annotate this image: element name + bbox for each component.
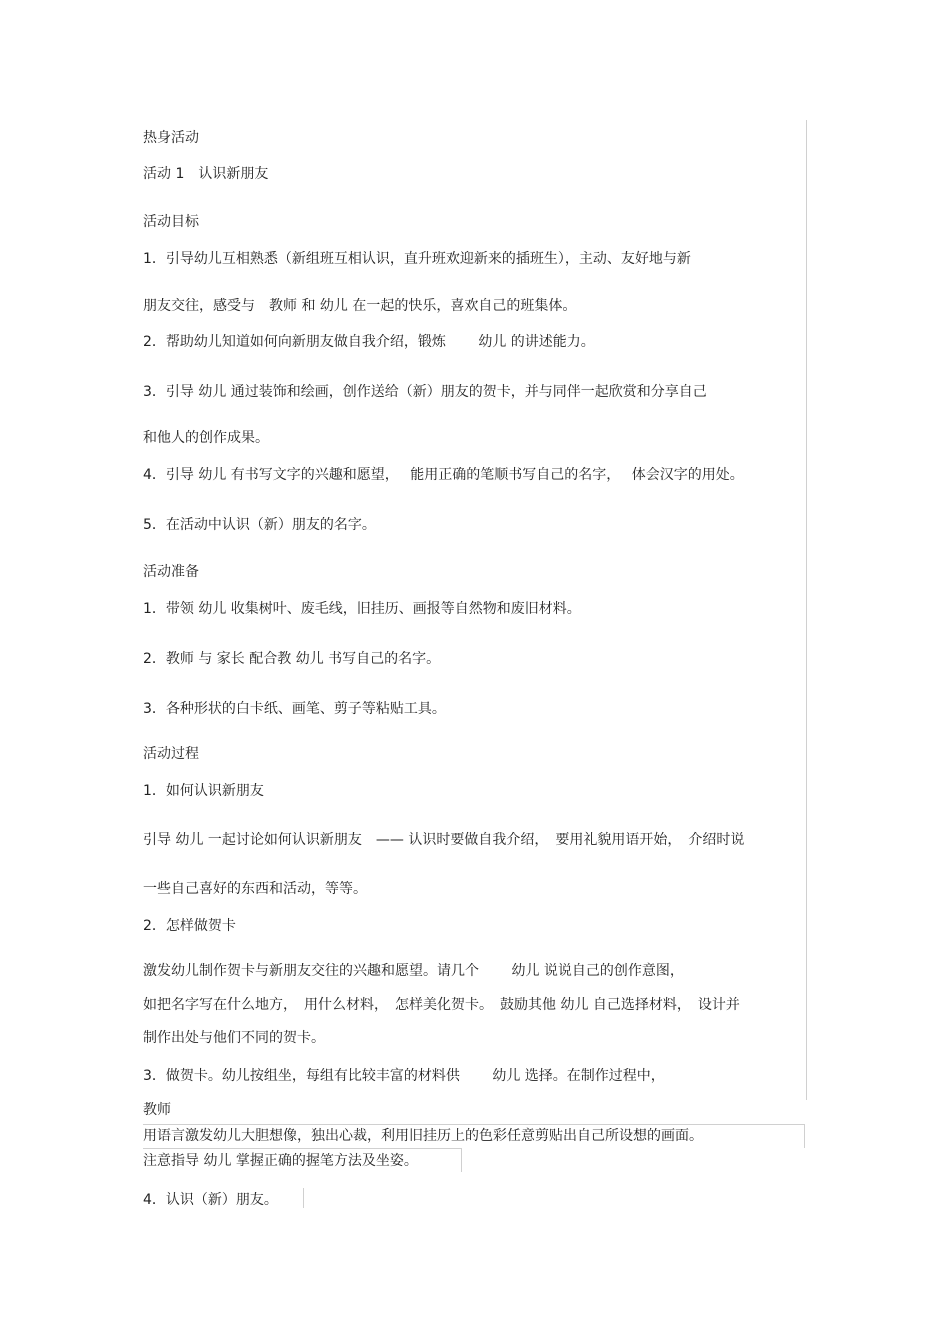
process-3-line-3: 注意指导 幼儿 掌握正确的握笔方法及坐姿。 [143,1153,418,1169]
table-top-rule [143,1124,805,1125]
process-1-title: 1．如何认识新朋友 [143,783,264,799]
process-3-line-1: 3．做贺卡。幼儿按组坐，每组有比较丰富的材料供 幼儿 选择。在制作过程中， [143,1068,665,1084]
table-right-rule-3 [303,1188,304,1208]
activity-title: 活动 1 认识新朋友 [143,166,269,182]
prep-2: 2．教师 与 家长 配合教 幼儿 书写自己的名字。 [143,651,441,667]
goal-2: 2．帮助幼儿知道如何向新朋友做自我介绍，锻炼 幼儿 的讲述能力。 [143,334,595,350]
process-3-line-2: 用语言激发幼儿大胆想像，独出心裁，利用旧挂历上的色彩任意剪贴出自己所设想的画面。 [143,1128,703,1144]
goal-1-line-1: 1．引导幼儿互相熟悉（新组班互相认识，直升班欢迎新来的插班生），主动、友好地与新 [143,251,691,267]
goal-5: 5．在活动中认识（新）朋友的名字。 [143,517,376,533]
process-3-teacher: 教师 [143,1102,171,1118]
prep-1: 1．带领 幼儿 收集树叶、废毛线，旧挂历、画报等自然物和废旧材料。 [143,601,581,617]
table-right-rule-2 [461,1148,462,1172]
heading-goals: 活动目标 [143,214,199,230]
goal-3-line-2: 和他人的创作成果。 [143,430,269,446]
process-1-line-1: 引导 幼儿 一起讨论如何认识新朋友 —— 认识时要做自我介绍， 要用礼貌用语开始， 介绍时说 [143,832,745,848]
process-2-line-1: 激发幼儿制作贺卡与新朋友交往的兴趣和愿望。请几个 幼儿 说说自己的创作意图， [143,963,684,979]
goal-1-line-2: 朋友交往，感受与 教师 和 幼儿 在一起的快乐，喜欢自己的班集体。 [143,298,577,314]
goal-4: 4．引导 幼儿 有书写文字的兴趣和愿望， 能用正确的笔顺书写自己的名字， 体会汉字的用处。 [143,467,744,483]
prep-3: 3．各种形状的白卡纸、画笔、剪子等粘贴工具。 [143,701,446,717]
process-2-line-2: 如把名字写在什么地方， 用什么材料， 怎样美化贺卡。 鼓励其他 幼儿 自己选择材料， 设计并 [143,997,740,1013]
table-right-rule-1 [804,1124,805,1148]
section-title: 热身活动 [143,130,199,146]
right-margin-rule [806,120,807,1100]
goal-3-line-1: 3．引导 幼儿 通过装饰和绘画，创作送给（新）朋友的贺卡，并与同伴一起欣赏和分享自己 [143,384,707,400]
process-1-line-2: 一些自己喜好的东西和活动，等等。 [143,881,367,897]
process-2-line-3: 制作出处与他们不同的贺卡。 [143,1030,325,1046]
table-mid-rule [143,1148,461,1149]
heading-process: 活动过程 [143,746,199,762]
process-2-title: 2．怎样做贺卡 [143,918,236,934]
heading-preparation: 活动准备 [143,564,199,580]
process-4-title: 4．认识（新）朋友。 [143,1192,278,1208]
